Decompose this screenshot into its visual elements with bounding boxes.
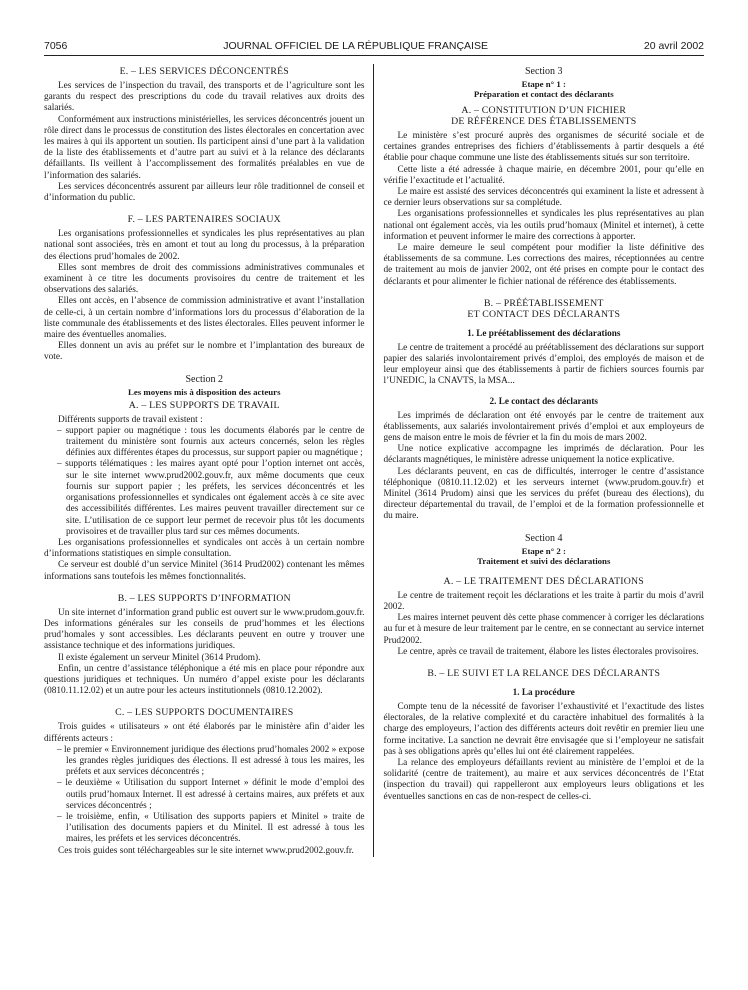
- paragraph: Le maire est assisté des services déconcentrés qui examinent la liste et adressent à ce dernier leurs observations sur sa complétude.: [383, 187, 704, 209]
- paragraph: Différents supports de travail existent :: [58, 414, 203, 425]
- subheading-procedure: 1. La procédure: [512, 686, 575, 697]
- paragraph: Les déclarants peuvent, en cas de difficultés, interroger le centre d’assistance téléphonique (0810.11.12.02) et les serveurs internet (www.prudom.gouv.fr) et Minitel (3614 Prudom) ainsi que les services du préfet (bureau des élections), du directeur départemental du travail, de l’emploi et de la formation professionnelle et du maire.: [383, 466, 704, 522]
- heading-services-deconcentres: E. – LES SERVICES DÉCONCENTRÉS: [119, 66, 289, 77]
- heading-partenaires-sociaux: F. – LES PARTENAIRES SOCIAUX: [127, 214, 281, 226]
- paragraph: Le centre de traitement reçoit les déclarations et les traite à partir du mois d’avril 2002.: [383, 590, 704, 612]
- paragraph: Elles ont accès, en l’absence de commission administrative et avant l’installation de celle-ci, à un certain nombre d’informations lors du processus d’élaboration de la liste communale des établissements et des listes électorales. Elles peuvent informer le maire des éventuelles anomalies.: [44, 296, 365, 341]
- section-4-title: Section 4: [525, 532, 563, 544]
- list: [44, 745, 365, 846]
- heading-preetablissement: B. – PRÉÉTABLISSEMENT: [483, 297, 604, 309]
- paragraph: Les maires internet peuvent dès cette phase commencer à corriger les déclarations au fur et à mesure de leur traitement par le centre, en se connectant au service internet Prud2002.: [383, 613, 704, 646]
- section-3-step: Etape n° 1 :: [521, 79, 566, 89]
- paragraph: Les services de l’inspection du travail, des transports et de l’agriculture sont les garants du respect des prescriptions du code du travail relatives aux droits des salariés.: [44, 81, 365, 114]
- heading-constitution-fichier: A. – CONSTITUTION D’UN FICHIER: [461, 105, 627, 116]
- right-column: [373, 64, 705, 857]
- section-4-subtitle: Traitement et suivi des déclarations: [477, 555, 611, 566]
- paragraph: Elles donnent un avis au préfet sur le nombre et l’implantation des bureaux de vote.: [44, 341, 365, 363]
- journal-title: JOURNAL OFFICIEL DE LA RÉPUBLIQUE FRANÇAISE: [223, 40, 488, 52]
- paragraph: Un site internet d’information grand public est ouvert sur le www.prudom.gouv.fr. Des informations générales sur les conseils de prud’hommes et les élections prud’homales y sont accessibles. Les déclarants peuvent en outre y trouver une assistance technique et des informations juridiques.: [44, 607, 365, 652]
- paragraph: Les imprimés de déclaration ont été envoyés par le centre de traitement aux établissements, aux salariés involontairement privés d’emploi et aux employeurs de gens de maison entre le mois de février et la fin du mois de mars 2002.: [383, 410, 704, 444]
- paragraph: Les organisations professionnelles et syndicales ont accès à un certain nombre d’informations statistiques en simple consultation.: [44, 537, 365, 560]
- heading-suivi-relance: B. – LE SUIVI ET LA RELANCE DES DÉCLARANTS: [427, 667, 661, 679]
- paragraph: Ce serveur est doublé d’un service Minitel (3614 Prud2002) contenant les mêmes informations sans toutefois les mêmes fonctionnalités.: [44, 560, 365, 582]
- page-number: 7056: [44, 40, 68, 52]
- heading-supports-travail: A. – LES SUPPORTS DE TRAVAIL: [128, 399, 280, 411]
- subheading-contact-declarants: 2. Le contact des déclarants: [489, 395, 598, 406]
- paragraph: Les organisations professionnelles et syndicales les plus représentatives au plan national sont associées, très en amont et tout au long du processus, à la préparation des élections prud’homales de 2002.: [44, 229, 365, 262]
- paragraph: Le centre de traitement a procédé au préétablissement des déclarations sur support papier des salariés involontairement privés d’emploi, des employés de maison et de leur employeur ainsi que des établissements à partir de fichiers sources fournis par l’UNEDIC, la CNAVTS, la MSA...: [383, 342, 704, 387]
- page-header: [44, 40, 704, 56]
- subheading-preetablissement-declarations: 1. Le préétablissement des déclarations: [467, 327, 621, 338]
- list-item: – supports télématiques : les maires ayant opté pour l’option internet ont accès, sur le site internet www.prud2002.gouv.fr, aux même documents que ceux fournis sur support papier ; les préfets, les services déconcentrés et les organisations professionnelles et syndicales ont également accès à ce site avec des accessibilités différentes. Les maires peuvent travailler directement sur ce site. L’utilisation de ce support leur permet de recevoir plus tôt les documents provisoires et de travailler plus tard sur ces mêmes documents.: [57, 459, 365, 537]
- heading-constitution-fichier-line2: DE RÉFÉRENCE DES ÉTABLISSEMENTS: [451, 116, 637, 127]
- heading-traitement-declarations: A. – LE TRAITEMENT DES DÉCLARATIONS: [443, 575, 644, 587]
- paragraph: Cette liste a été adressée à chaque mairie, en décembre 2001, pour qu’elle en vérifie l’exactitude et l’actualité.: [383, 164, 704, 186]
- issue-date: 20 avril 2002: [643, 40, 704, 52]
- section-4-step: Etape n° 2 :: [521, 545, 566, 556]
- list-item: – le premier « Environnement juridique des élections prud’homales 2002 » expose les grandes règles juridiques des élections. Il est adressé à tous les maires, les préfets et aux services déconcentrés ;: [57, 744, 365, 778]
- paragraph: Trois guides « utilisateurs » ont été élaborés par le ministère afin d’aider les différents acteurs :: [44, 722, 365, 744]
- heading-supports-information: B. – LES SUPPORTS D’INFORMATION: [117, 592, 291, 604]
- section-2-subtitle: Les moyens mis à disposition des acteurs: [128, 386, 281, 397]
- heading-preetablissement-line2: ET CONTACT DES DÉCLARANTS: [467, 308, 621, 320]
- columns: [44, 64, 704, 857]
- list: [44, 426, 365, 538]
- section-3-subtitle: Préparation et contact des déclarants: [473, 89, 614, 99]
- section-2-title: Section 2: [185, 373, 223, 385]
- section-3-title: Section 3: [525, 66, 563, 77]
- paragraph: Le centre, après ce travail de traitement, élabore les listes électorales provisoires.: [397, 646, 699, 657]
- heading-supports-documentaires: C. – LES SUPPORTS DOCUMENTAIRES: [115, 707, 294, 719]
- list-item: – le deuxième « Utilisation du support Internet » définit le mode d’emploi des outils prud’homaux Internet. Il est adressé à certains maires, aux préfets et aux services déconcentrés ;: [57, 778, 365, 811]
- paragraph: Les organisations professionnelles et syndicales les plus représentatives au plan national ont également accès, via les outils prud’homaux (Minitel et internet), à cette information et peuvent informer le maire des corrections à apporter.: [383, 209, 704, 242]
- paragraph: Le maire demeure le seul compétent pour modifier la liste définitive des établissements de sa commune. Les corrections des maires, réceptionnées au centre de traitement au mois de janvier 2002, ont été prises en compte pour le contact des déclarants et pour alimenter le fichier national de référence des établissements.: [383, 243, 704, 287]
- paragraph: Une notice explicative accompagne les imprimés de déclaration. Pour les déclarants magnétiques, le ministère adresse uniquement la notice explicative.: [383, 444, 704, 466]
- paragraph: Il existe également un serveur Minitel (3614 Prudom).: [58, 652, 261, 663]
- paragraph: Enfin, un centre d’assistance téléphonique a été mis en place pour répondre aux questions juridiques et techniques. Un numéro d’appel existe pour les déclarants (0810.11.12.02) et un autre pour les acteurs institutionnels (0810.12.2002).: [44, 663, 365, 697]
- left-column: [44, 64, 373, 857]
- paragraph: La relance des employeurs défaillants revient au ministère de l’emploi et de la solidarité (centre de traitement), au maire et aux services déconcentrés de l’Etat (inspection du travail) qui rappelleront aux employeurs leurs obligations et les éventuelles sanctions en cas de non-respect de celles-ci.: [383, 757, 704, 802]
- list-item: – le troisième, enfin, « Utilisation des supports papiers et Minitel » traite de l’utilisation des documents papiers et du Minitel. Il est adressé à tous les maires, les préfets et les services déconcentrés.: [57, 811, 365, 845]
- paragraph: Les services déconcentrés assurent par ailleurs leur rôle traditionnel de conseil et d’information du public.: [44, 181, 365, 204]
- paragraph: Compte tenu de la nécessité de favoriser l’exhaustivité et l’exactitude des listes électorales, de la relative complexité et du caractère inhabituel des formalités à la charge des employeurs, l’action des différents acteurs doit revêtir en premier lieu une forme incitative. La sanction ne devrait être envisagée que si l’employeur ne satisfait pas à ses obligations après qu’elles lui ont été clairement rappelées.: [383, 701, 704, 757]
- paragraph: Le ministère s’est procuré auprès des organismes de sécurité sociale et de certaines grandes entreprises des fichiers d’établissements à partir desquels a été établie pour chaque commune une liste des établissements situés sur son territoire.: [383, 131, 704, 164]
- list-item: – support papier ou magnétique : tous les documents élaborés par le centre de traitement du ministère sont fournis aux acteurs concernés, selon les règles définies aux différentes étapes du processus, sur support papier ou magnétique ;: [57, 425, 365, 459]
- paragraph: Elles sont membres de droit des commissions administratives communales et examinent à ce titre les documents provisoires du centre de traitement et les observations des salariés.: [44, 262, 365, 296]
- paragraph: Ces trois guides sont téléchargeables sur le site internet www.prud2002.gouv.fr.: [58, 845, 354, 856]
- paragraph: Conformément aux instructions ministérielles, les services déconcentrés jouent un rôle direct dans le processus de constitution des listes électorales en concertation avec les maires à qui ils apportent un soutien. Ils participent ainsi d’une part à la validation de la liste des établissements et d’autre part au suivi et à la relance des déclarants défaillants. Ils veillent à l’accomplissement des formalités préalables en vue de l’information des salariés.: [44, 114, 365, 181]
